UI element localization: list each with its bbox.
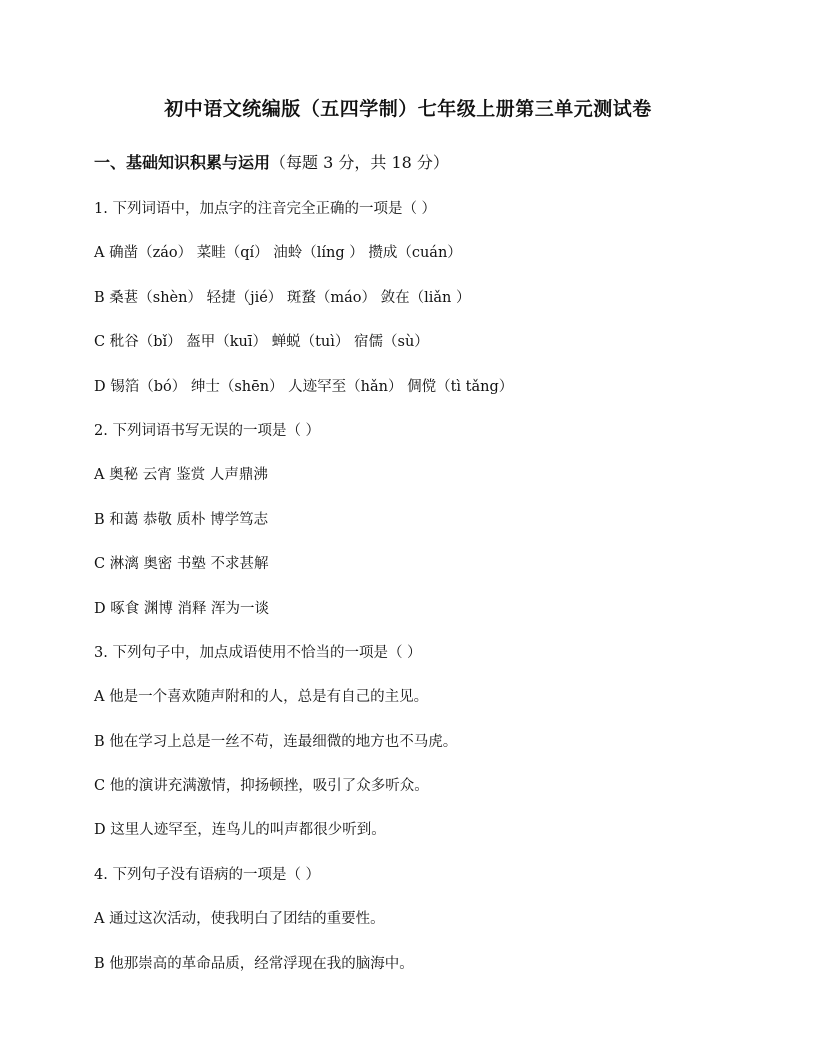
question-2-option-c: C 淋漓 奥密 书塾 不求甚解 — [94, 556, 269, 573]
question-3-stem: 3. 下列句子中，加点成语使用不恰当的一项是（ ） — [94, 644, 422, 661]
question-3-option-d: D 这里人迹罕至，连鸟儿的叫声都很少听到。 — [94, 822, 386, 839]
question-list — [94, 197, 734, 996]
question-4-stem: 4. 下列句子没有语病的一项是（ ） — [94, 866, 321, 883]
question-4-option-b: B 他那崇高的革命品质，经常浮现在我的脑海中。 — [94, 955, 414, 972]
question-1-option-b: B 桑葚（shèn） 轻捷（jié） 斑蝥（máo） 敛在（liǎn ） — [94, 289, 471, 306]
question-1-option-a: A 确凿（záo） 菜畦（qí） 油蛉（líng ） 攒成（cuán） — [94, 245, 462, 262]
question-1-option-c: C 秕谷（bǐ） 盔甲（kuī） 蝉蜕（tuì） 宿儒（sù） — [94, 334, 429, 351]
section-name: 一、基础知识积累与运用 — [94, 153, 271, 172]
section-note: （每题 3 分，共 18 分） — [270, 153, 449, 172]
question-3-option-a: A 他是一个喜欢随声附和的人，总是有自己的主见。 — [94, 689, 429, 706]
question-2-option-b: B 和蔼 恭敬 质朴 博学笃志 — [94, 511, 269, 528]
question-1-option-d: D 锡箔（bó） 绅士（shēn） 人迹罕至（hǎn） 倜傥（tì tǎng） — [94, 378, 514, 395]
question-3-option-b: B 他在学习上总是一丝不苟，连最细微的地方也不马虎。 — [94, 733, 458, 750]
question-2-stem: 2. 下列词语书写无误的一项是（ ） — [94, 422, 321, 439]
section-heading — [94, 150, 449, 173]
question-1-stem: 1. 下列词语中，加点字的注音完全正确的一项是（ ） — [94, 201, 437, 217]
question-2-option-a: A 奥秘 云宵 鉴赏 人声鼎沸 — [94, 467, 268, 484]
document-title: 初中语文统编版（五四学制）七年级上册第三单元测试卷 — [164, 98, 652, 120]
question-4-option-a: A 通过这次活动，使我明白了团结的重要性。 — [94, 911, 385, 928]
question-3-option-c: C 他的演讲充满激情，抑扬顿挫，吸引了众多听众。 — [94, 778, 429, 795]
question-2-option-d: D 啄食 渊博 消释 浑为一谈 — [94, 600, 270, 617]
